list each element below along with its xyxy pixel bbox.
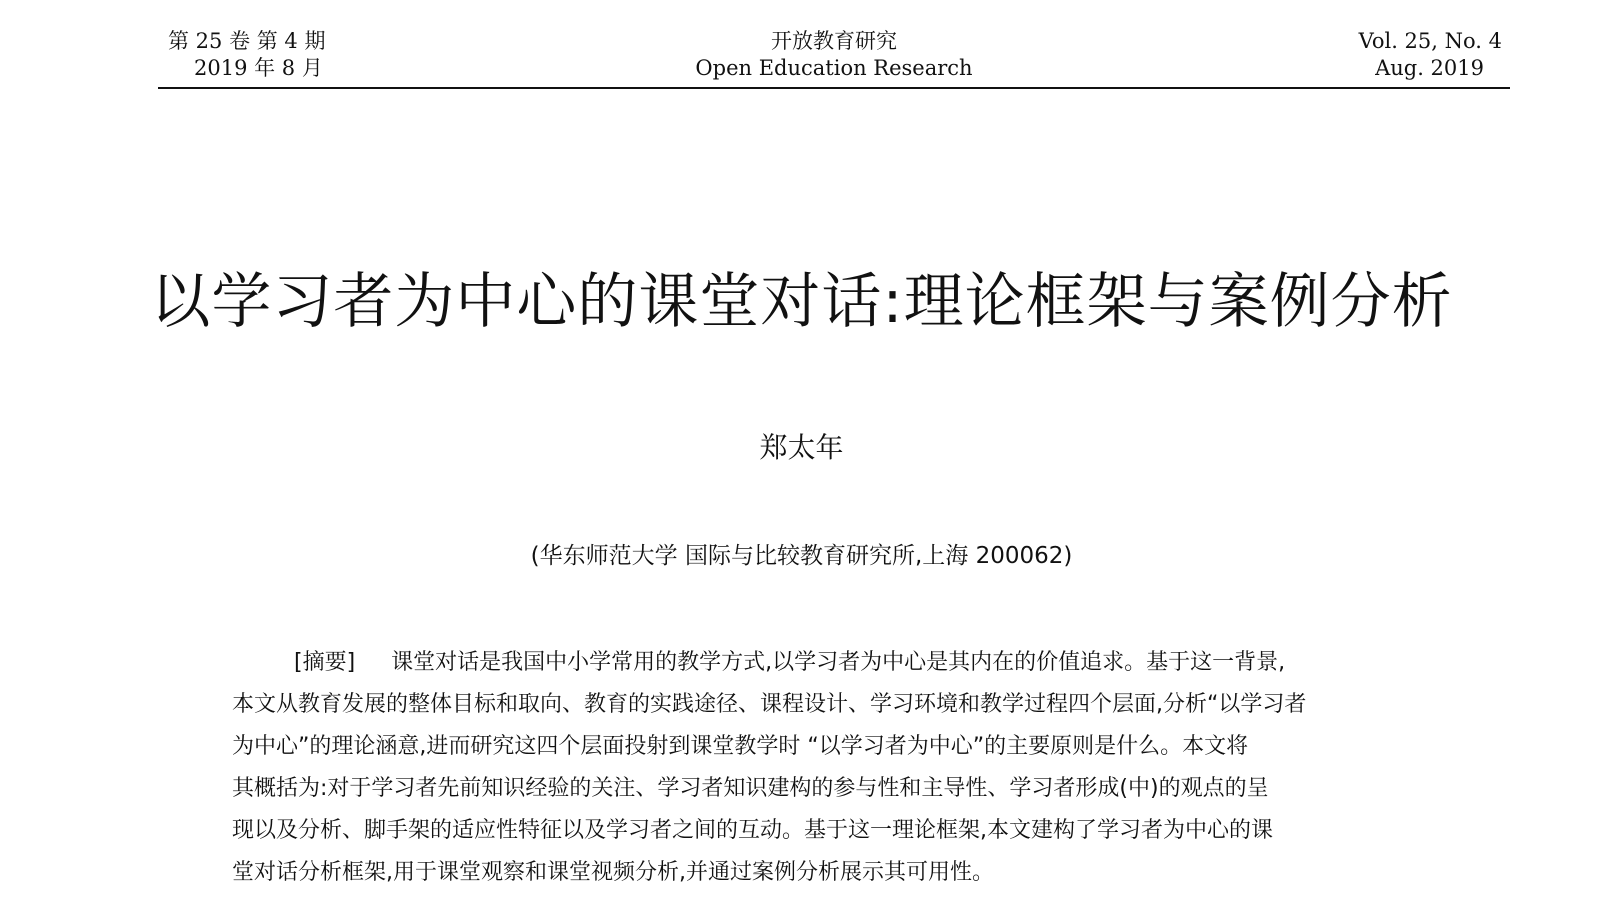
journal-name-cn: 开放教育研究 [771, 29, 897, 53]
abstract-line: 其概括为:对于学习者先前知识经验的关注、学习者知识建构的参与性和主导性、学习者形成(中)的观点的呈 [232, 776, 1269, 801]
abstract-line [232, 642, 1430, 684]
header-rule [158, 87, 1510, 89]
abstract-line: 本文从教育发展的整体目标和取向、教育的实践途径、课程设计、学习环境和教学过程四个层面,分析“以学习者 [232, 692, 1307, 717]
issue-info-en [1359, 28, 1502, 82]
journal-name-en: Open Education Research [695, 56, 973, 80]
abstract-line: 现以及分析、脚手架的适应性特征以及学习者之间的互动。基于这一理论框架,本文建构了学习者为中心的课 [232, 818, 1273, 843]
issue-date: 2019 年 8 月 [194, 56, 323, 80]
abstract-line: 为中心”的理论涵意,进而研究这四个层面投射到课堂教学时 “以学习者为中心”的主要原则是什么。本文将 [232, 734, 1249, 759]
abstract [232, 642, 1430, 894]
abstract-label: [摘要] [294, 650, 356, 675]
author-name: 郑太年 [759, 431, 844, 464]
volume-issue-en: Vol. 25, No. 4 [1358, 29, 1502, 53]
volume-issue: 第 25 卷 第 4 期 [168, 29, 326, 53]
journal-name [158, 28, 1510, 82]
abstract-line: 堂对话分析框架,用于课堂观察和课堂视频分析,并通过案例分析展示其可用性。 [232, 860, 994, 885]
issue-date-en: Aug. 2019 [1375, 56, 1484, 80]
abstract-line-text: 课堂对话是我国中小学常用的教学方式,以学习者为中心是其内在的价值追求。基于这一背景, [391, 650, 1286, 675]
paper-title: 以学习者为中心的课堂对话:理论框架与案例分析 [150, 267, 1453, 337]
author-affiliation: (华东师范大学 国际与比较教育研究所,上海 200062) [530, 543, 1073, 569]
running-header [158, 28, 1510, 88]
